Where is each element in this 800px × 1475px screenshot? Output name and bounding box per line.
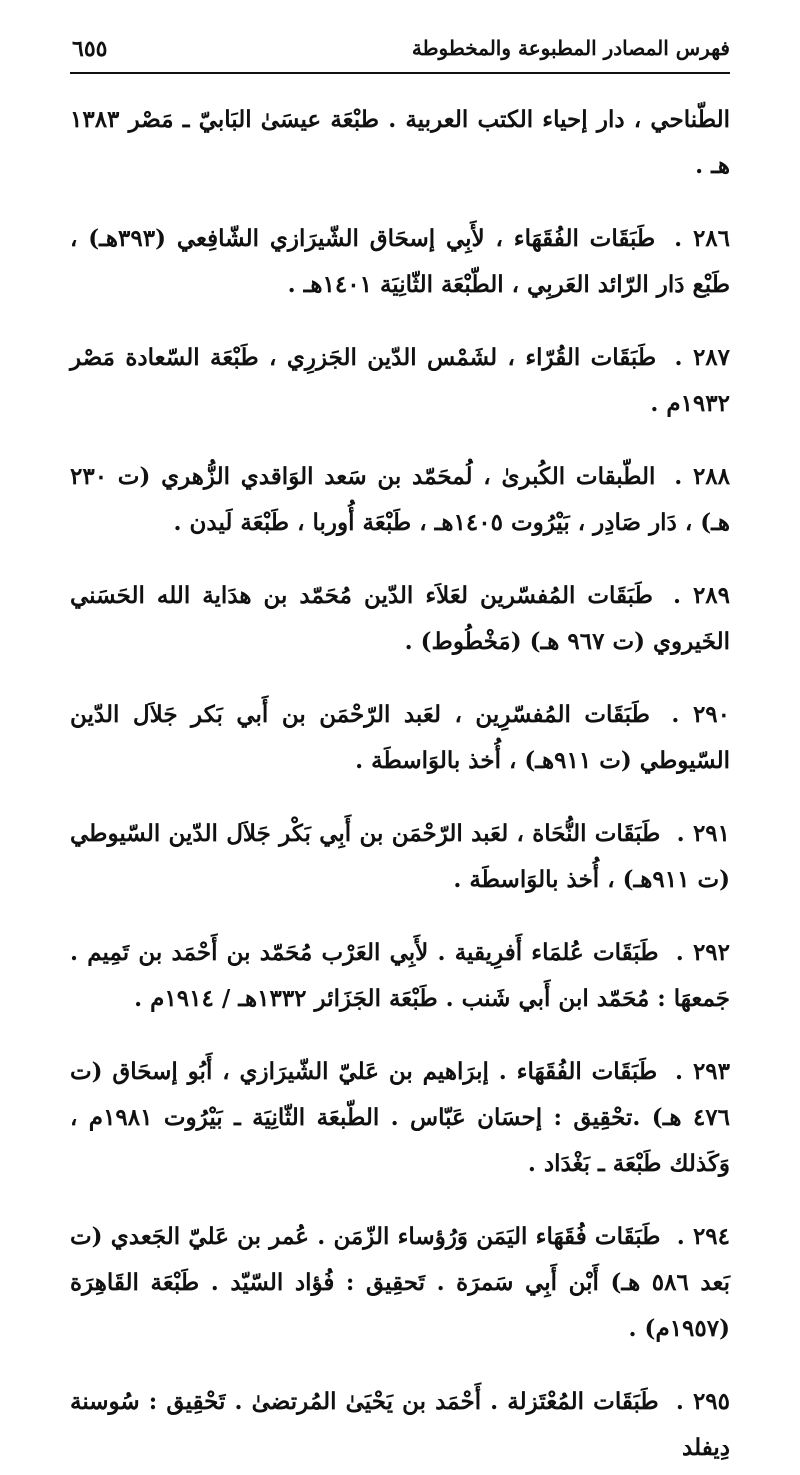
list-item (70, 454, 730, 550)
entry-number: ٢٩٥ . (675, 1388, 731, 1415)
entry-number: ٢٨٦ . (674, 225, 731, 252)
entry-number: ٢٨٧ . (674, 344, 730, 371)
running-title: فهرس المصادر المطبوعة والمخطوطة (411, 36, 730, 60)
entry-text: الطّبقات الكُبرىٰ ، لُمحَمّد بن سَعد الوَاقدي الزُّهري (ت ٢٣٠ هـ) ، دَار صَادِر ، بَيْرُوت ١٤٠٥هـ ، طَبْعَة أُوربا ، طَبْعَة لَيدن . (70, 463, 730, 536)
entry-text: طَبَقَات الفُقَهَاء ، لأَبِي إسحَاق الشّيرَازي الشّافِعي (٣٩٣هـ) ، طَبْع دَار الرّائد العَربِي ، الطّبْعَة الثّانِيَة ١٤٠١هـ . (70, 225, 730, 298)
list-item (70, 811, 730, 907)
entry-text: طَبَقَات المُعْتَزلة . أَحْمَد بن يَحْيَىٰ المُرتضىٰ . تَحْقِيق : سُوسنة دِيفلد (70, 1388, 730, 1461)
list-item (70, 573, 730, 669)
entry-number: ٢٩٣ . (675, 1058, 730, 1085)
entry-text: طَبَقَات المُفسّرين لعَلاَء الدّين مُحَمّد بن هدَاية الله الحَسَني الخَيروي (ت ٩٦٧ هـ) (مَخْطُوط) . (70, 582, 730, 655)
bibliography-list (70, 97, 730, 1475)
list-item (70, 1379, 730, 1475)
entry-text: طَبَقَات النُّحَاة ، لعَبد الرّحْمَن بن أَبِي بَكْر جَلاَل الدّين السّيوطي (ت ٩١١هـ) ، أُخذ بالوَاسطَة . (70, 820, 730, 893)
entry-number: ٢٩٠ . (671, 701, 730, 728)
entry-text: طَبَقَات فُقَهَاء اليَمَن وَرُؤساء الزّمَن . عُمر بن عَليّ الجَعدي (ت بَعد ٥٨٦ هـ) أَبْن أَبِي سَمرَة . تَحقِيق : فُؤاد السّيّد . طَبْعَة القَاهِرَة (١٩٥٧م) . (70, 1223, 730, 1342)
page-header (70, 30, 730, 74)
entry-number: ٢٩١ . (676, 820, 731, 847)
entry-text: طَبَقَات المُفسّرِين ، لعَبد الرّحْمَن بن أَبي بَكر جَلاَل الدّين السّيوطي (ت ٩١١هـ) ، أُخذ بالوَاسطَة . (70, 701, 730, 774)
list-item (70, 930, 730, 1026)
list-item (70, 97, 730, 193)
list-item (70, 1049, 730, 1191)
page-number: ٦٥٥ (72, 36, 108, 62)
entry-text: طَبَقَات القُرّاء ، لشَمْس الدّين الجَزرِي ، طَبْعَة السّعادة مَصْر ١٩٣٢م . (70, 344, 730, 417)
entry-number: ٢٩٤ . (676, 1223, 731, 1250)
entry-number: ٢٩٢ . (675, 939, 731, 966)
entry-number: ٢٨٨ . (674, 463, 730, 490)
entry-number: ٢٨٩ . (672, 582, 730, 609)
document-page (70, 30, 731, 1461)
entry-text: طَبَقَات الفُقَهَاء . إبرَاهيم بن عَليّ الشّيرَازي ، أَبُو إسحَاق (ت ٤٧٦ هـ) .تحْقِيق : إحسَان عَبّاس . الطّبعَة الثّانِيَة ـ بَيْرُوت ١٩٨١م ، وَكَذلك طَبْعَة ـ بَغْدَاد . (70, 1058, 731, 1177)
list-item (70, 1214, 730, 1356)
entry-text: الطّناحي ، دار إحياء الكتب العربية . طبْعَة عيسَىٰ البَابيّ ـ مَصْر ١٣٨٣ هـ . (70, 106, 730, 179)
list-item (70, 335, 730, 431)
list-item (70, 216, 730, 312)
list-item (70, 692, 730, 788)
entry-text: طَبَقَات عُلمَاء أَفرِيقية . لأَبِي العَرْب مُحَمّد بن أَحْمَد بن تَمِيم . جَمعهَا : مُحَمّد ابن أَبي شَنب . طَبْعَة الجَزَائر ١٣٣٢هـ / ١٩١٤م . (70, 939, 730, 1012)
